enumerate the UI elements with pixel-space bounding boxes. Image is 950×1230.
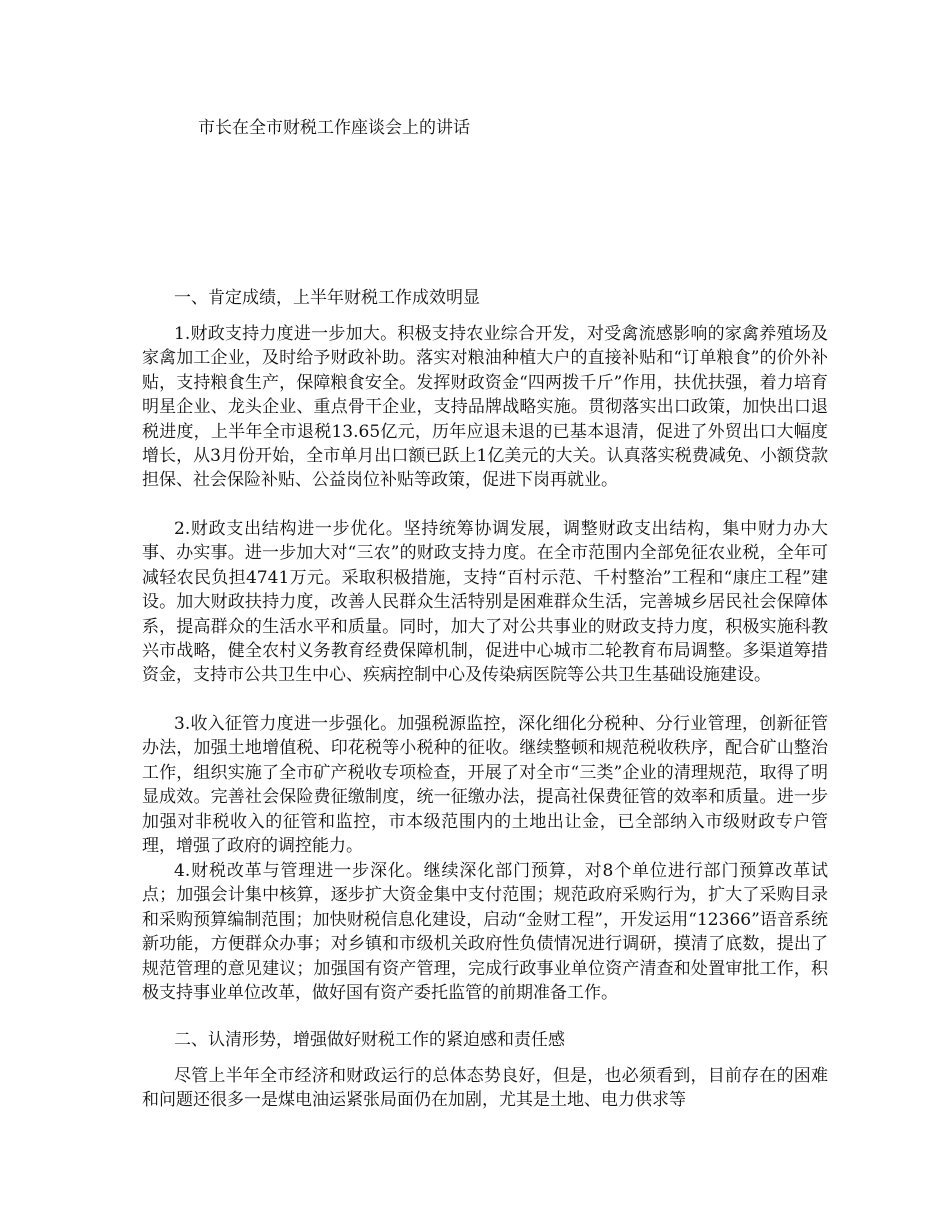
section-heading-2: 二、认清形势，增强做好财税工作的紧迫感和责任感 xyxy=(174,1030,565,1050)
paragraph-1: 1.财政支持力度进一步加大。积极支持农业综合开发，对受禽流感影响的家禽养殖场及家禽加工企业，及时给予财政补助。落实对粮油种植大户的直接补贴和“订单粮食”的价外补贴，支持粮食生产，保障粮食安全。发挥财政资金“四两拨千斤”作用，扶优扶强，着力培育明星企业、龙头企业、重点骨干企业，支持品牌战略实施。贯彻落实出口政策，加快出口退税进度，上半年全市退税13.65亿元，历年应退未退的已基本退清，促进了外贸出口大幅度增长，从3月份开始，全市单月出口额已跃上1亿美元的大关。认真落实税费减免、小额贷款担保、社会保险补贴、公益岗位补贴等政策，促进下岗再就业。 xyxy=(142,324,828,491)
paragraph-4: 4.财税改革与管理进一步深化。继续深化部门预算，对8个单位进行部门预算改革试点；加强会计集中核算，逐步扩大资金集中支付范围；规范政府采购行为，扩大了采购目录和采购预算编制范围；加快财税信息化建设，启动“金财工程”，开发运用“12366”语音系统新功能，方便群众办事；对乡镇和市级机关政府性负债情况进行调研，摸清了底数，提出了规范管理的意见建议；加强国有资产管理，完成行政事业单位资产清查和处置审批工作，积极支持事业单位改革，做好国有资产委托监管的前期准备工作。 xyxy=(142,861,828,1004)
paragraph-5: 尽管上半年全市经济和财政运行的总体态势良好，但是，也必须看到，目前存在的困难和问题还很多一是煤电油运紧张局面仍在加剧，尤其是土地、电力供求等 xyxy=(142,1066,828,1111)
section-heading-1: 一、肯定成绩，上半年财税工作成效明显 xyxy=(174,288,480,308)
paragraph-2: 2.财政支出结构进一步优化。坚持统筹协调发展，调整财政支出结构，集中财力办大事、办实事。进一步加大对“三农”的财政支持力度。在全市范围内全部免征农业税，全年可减轻农民负担4741万元。采取积极措施，支持“百村示范、千村整治”工程和“康庄工程”建设。加大财政扶持力度，改善人民群众生活特别是困难群众生活，完善城乡居民社会保障体系，提高群众的生活水平和质量。同时，加大了对公共事业的财政支持力度，积极实施科教兴市战略，健全农村义务教育经费保障机制，促进中心城市二轮教育布局调整。多渠道筹措资金，支持市公共卫生中心、疾病控制中心及传染病医院等公共卫生基础设施建设。 xyxy=(142,519,828,686)
paragraph-3: 3.收入征管力度进一步强化。加强税源监控，深化细化分税种、分行业管理，创新征管办法，加强土地增值税、印花税等小税种的征收。继续整顿和规范税收秩序，配合矿山整治工作，组织实施了全市矿产税收专项检查，开展了对全市“三类”企业的清理规范，取得了明显成效。完善社会保险费征缴制度，统一征缴办法，提高社保费征管的效率和质量。进一步加强对非税收入的征管和监控，市本级范围内的土地出让金，已全部纳入市级财政专户管理，增强了政府的调控能力。 xyxy=(142,714,828,857)
document-title: 市长在全市财税工作座谈会上的讲话 xyxy=(198,118,470,138)
